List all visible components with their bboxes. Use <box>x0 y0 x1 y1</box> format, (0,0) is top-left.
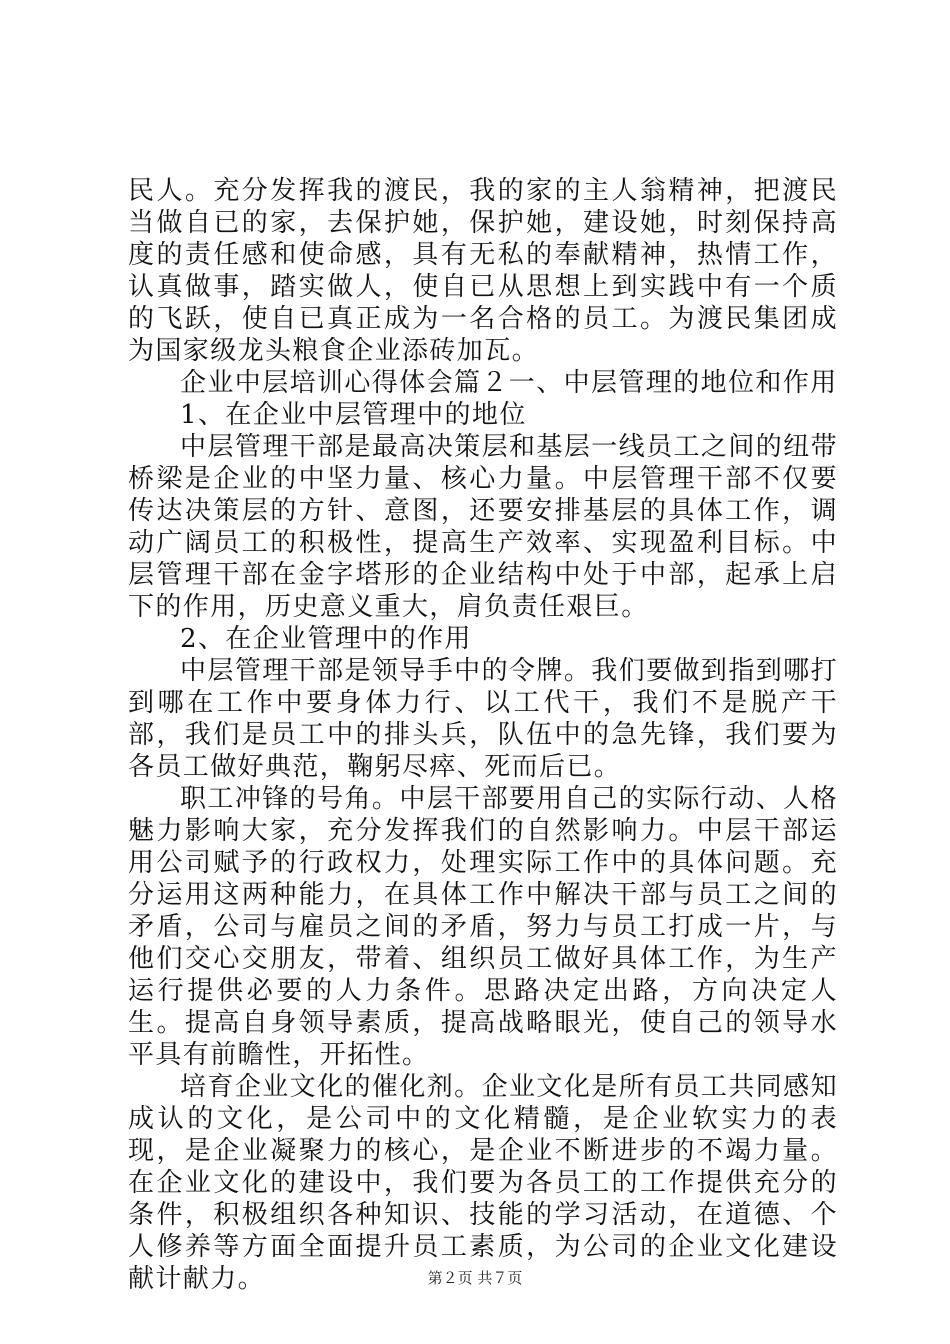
page-number-footer: 第２页 共７页 <box>427 1269 523 1287</box>
document-body <box>128 175 838 1295</box>
paragraph-heading-article-2: 企业中层培训心得体会篇２一、中层管理的地位和作用 <box>180 368 838 398</box>
paragraph-role-horn: 职工冲锋的号角。中层干部要用自己的实际行动、人格魅力影响大家，充分发挥我们的自然影响力。中层干部运用公司赋予的行政权力，处理实际工作中的具体问题。充分运用这两种能力，在具体工作中解决干部与员工之间的矛盾，公司与雇员之间的矛盾，努力与员工打成一片，与他们交心交朋友，带着、组织员工做好具体工作，为生产运行提供必要的人力条件。思路决定出路，方向决定人生。提高自身领导素质，提高战略眼光，使自己的领导水平具有前瞻性，开拓性。 <box>128 784 838 1070</box>
paragraph-position-body: 中层管理干部是最高决策层和基层一线员工之间的纽带桥梁是企业的中坚力量、核心力量。中层管理干部不仅要传达决策层的方针、意图，还要安排基层的具体工作，调动广阔员工的积极性，提高生产效率、实现盈利目标。中层管理干部在金字塔形的企业结构中处于中部，起承上启下的作用，历史意义重大，肩负责任艰巨。 <box>128 432 838 622</box>
paragraph-role-catalyst: 培育企业文化的催化剂。企业文化是所有员工共同感知成认的文化，是公司中的文化精髓，是企业软实力的表现，是企业凝聚力的核心，是企业不断进步的不竭力量。在企业文化的建设中，我们要为各员工的工作提供充分的条件，积极组织各种知识、技能的学习活动，在道德、个人修养等方面全面提升员工素质，为公司的企业文化建设献计献力。 <box>128 1072 838 1294</box>
paragraph-subheading-role: 2、在企业管理中的作用 <box>180 624 472 654</box>
paragraph-subheading-position: 1、在企业中层管理中的地位 <box>180 400 527 430</box>
paragraph-continuation: 民人。充分发挥我的渡民，我的家的主人翁精神，把渡民当做自已的家，去保护她，保护她，建设她，时刻保持高度的责任感和使命感，具有无私的奉献精神，热情工作，认真做事，踏实做人，使自已从思想上到实践中有一个质的飞跃，使自已真正成为一名合格的员工。为渡民集团成为国家级龙头粮食企业添砖加瓦。 <box>128 176 838 366</box>
paragraph-role-token: 中层管理干部是领导手中的令牌。我们要做到指到哪打到哪在工作中要身体力行、以工代干，我们不是脱产干部，我们是员工中的排头兵，队伍中的急先锋，我们要为各员工做好典范，鞠躬尽瘁、死而后已。 <box>128 656 838 782</box>
